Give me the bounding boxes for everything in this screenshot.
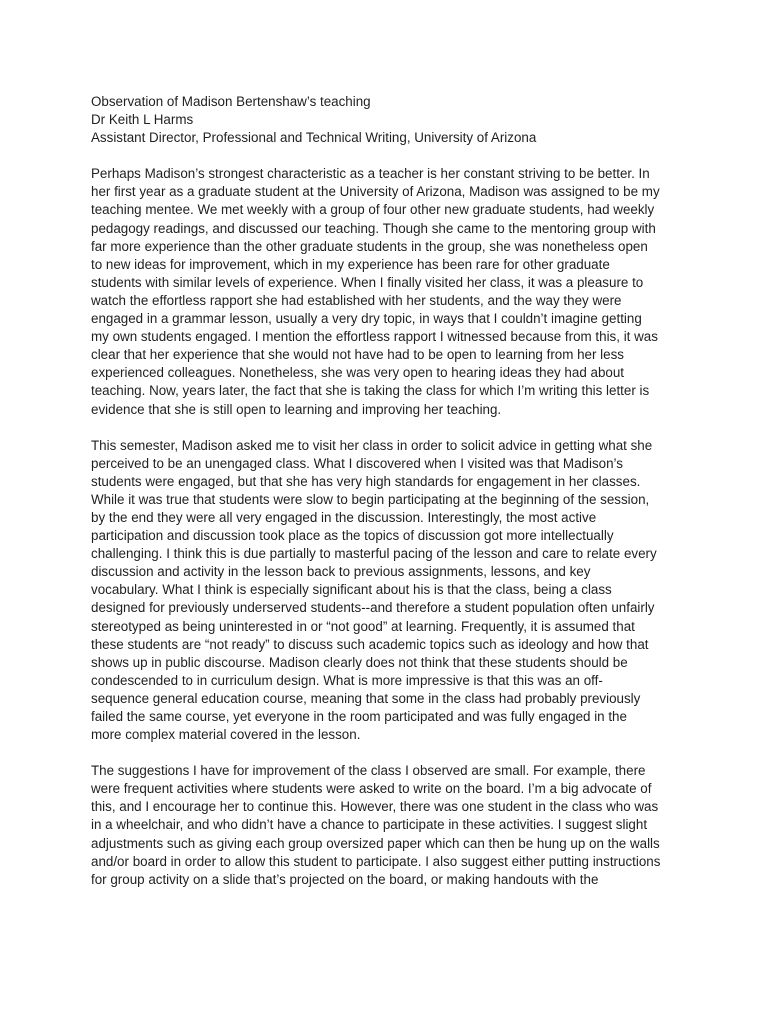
text-line: were frequent activities where students were asked to write on the board. I’m a big advocate of xyxy=(91,781,652,797)
author-position: Assistant Director, Professional and Technical Writing, University of Arizona xyxy=(91,130,537,146)
text-line: stereotyped as being uninterested in or “not good” at learning. Frequently, it is assumed that xyxy=(91,618,635,634)
text-line: by the end they were all very engaged in the discussion. Interestingly, the most active xyxy=(91,509,597,525)
text-line: pedagogy readings, and discussed our teaching. Though she came to the mentoring group with xyxy=(91,220,656,236)
letter-header xyxy=(91,93,691,147)
text-line: to new ideas for improvement, which in my experience has been rare for other graduate xyxy=(91,256,610,272)
text-line: experienced colleagues. Nonetheless, she was very open to hearing ideas they had about xyxy=(91,365,625,381)
text-line: adjustments such as giving each group oversized paper which can then be hung up on the walls xyxy=(91,835,660,851)
text-line: This semester, Madison asked me to visit her class in order to solicit advice in getting what she xyxy=(91,437,653,453)
text-line: students were engaged, but that she has very high standards for engagement in her classes. xyxy=(91,473,641,489)
author-name: Dr Keith L Harms xyxy=(91,112,194,128)
text-line: watch the effortless rapport she had established with her students, and the way they were xyxy=(91,292,622,308)
text-line: evidence that she is still open to learning and improving her teaching. xyxy=(91,401,502,417)
text-line: failed the same course, yet everyone in the room participated and was fully engaged in the xyxy=(91,709,627,724)
text-line: students with similar levels of experience. When I finally visited her class, it was a pleasure to xyxy=(91,274,644,290)
text-line: and/or board in order to allow this student to participate. I also suggest either putting instructions xyxy=(91,853,661,869)
text-line: engaged in a grammar lesson, usually a very dry topic, in ways that I couldn’t imagine getting xyxy=(91,311,642,327)
text-line: perceived to be an unengaged class. What I discovered when I visited was that Madison’s xyxy=(91,455,623,471)
text-line: her first year as a graduate student at the University of Arizona, Madison was assigned to be my xyxy=(91,184,660,200)
text-line: for group activity on a slide that’s projected on the board, or making handouts with the xyxy=(91,871,599,887)
text-line: Perhaps Madison’s strongest characteristic as a teacher is her constant striving to be better. In xyxy=(91,166,650,182)
text-line: The suggestions I have for improvement of the class I observed are small. For example, there xyxy=(91,763,646,779)
text-line: teaching. Now, years later, the fact that she is taking the class for which I’m writing this letter is xyxy=(91,383,650,399)
text-line: participation and discussion took place as the topics of discussion got more intellectually xyxy=(91,528,614,544)
text-line: designed for previously underserved students--and therefore a student population often unfairly xyxy=(91,600,655,616)
text-line: this, and I encourage her to continue this. However, there was one student in the class who was xyxy=(91,799,659,815)
text-line: more complex material covered in the lesson. xyxy=(91,727,361,743)
text-line: While it was true that students were slow to begin participating at the beginning of the session, xyxy=(91,491,650,507)
text-line: sequence general education course, meaning that some in the class had probably previously xyxy=(91,690,641,706)
paragraph-3 xyxy=(91,762,691,889)
text-line: clear that her experience that she would not have had to be open to learning from her less xyxy=(91,347,624,363)
letter-title: Observation of Madison Bertenshaw’s teaching xyxy=(91,94,371,109)
letter-body xyxy=(91,93,691,907)
text-line: shows up in public discourse. Madison clearly does not think that these students should be xyxy=(91,654,628,670)
text-line: in a wheelchair, and who didn’t have a chance to participate in these activities. I suggest slight xyxy=(91,817,648,833)
text-line: challenging. I think this is due partially to masterful pacing of the lesson and care to relate every xyxy=(91,546,657,562)
text-line: these students are “not ready” to discuss such academic topics such as ideology and how that xyxy=(91,636,649,652)
text-line: discussion and activity in the lesson back to previous assignments, lessons, and key xyxy=(91,564,591,580)
letter-paragraphs xyxy=(91,165,691,889)
text-line: my own students engaged. I mention the effortless rapport I witnessed because from this, it was xyxy=(91,329,658,345)
text-line: far more experience than the other graduate students in the group, she was nonetheless open xyxy=(91,238,648,254)
paragraph-2 xyxy=(91,437,691,745)
text-line: vocabulary. What I think is especially significant about his is that the class, being a class xyxy=(91,582,612,598)
text-line: teaching mentee. We met weekly with a group of four other new graduate students, had weekly xyxy=(91,202,655,218)
paragraph-1 xyxy=(91,165,691,418)
text-line: condescended to in curriculum design. What is more impressive is that this was an off- xyxy=(91,672,603,688)
